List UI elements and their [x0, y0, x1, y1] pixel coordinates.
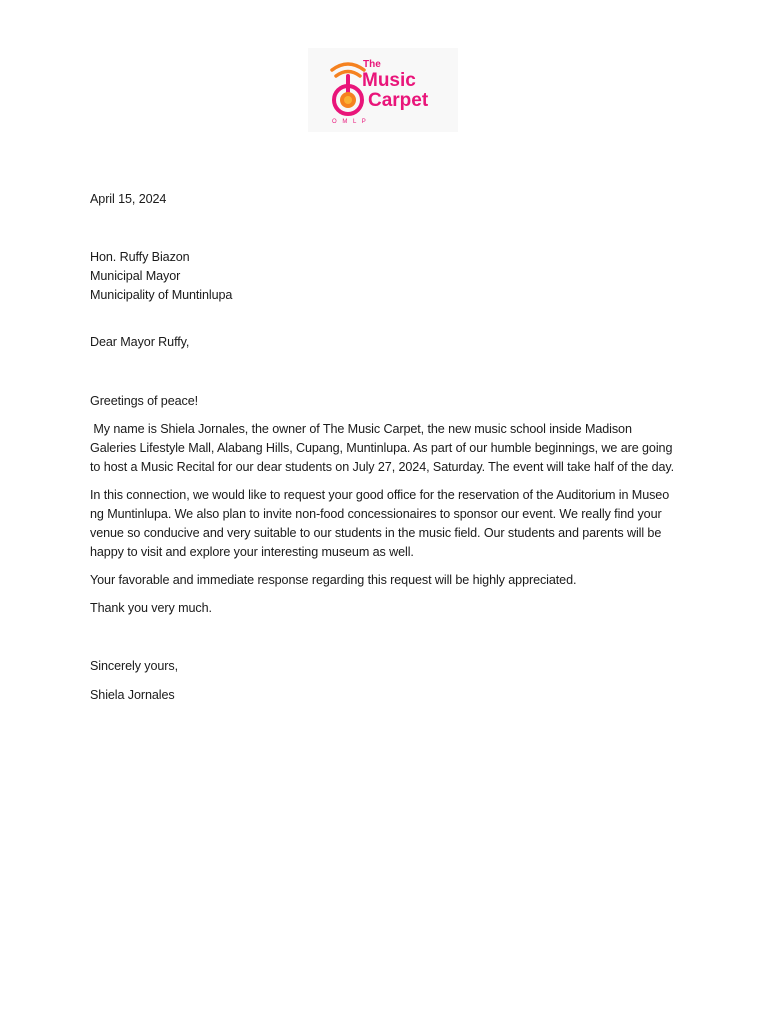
- signature-name: Shiela Jornales: [90, 688, 175, 702]
- recipient-name: Hon. Ruffy Biazon: [90, 250, 190, 264]
- logo-music-text: Music: [362, 70, 416, 91]
- letter-body: [90, 190, 680, 705]
- logo-the-text: The: [363, 59, 381, 70]
- closing: Sincerely yours,: [90, 659, 178, 673]
- recipient-title: Municipal Mayor: [90, 269, 181, 283]
- music-carpet-logo: [308, 48, 458, 132]
- body-paragraph-intro: My name is Shiela Jornales, the owner of The Music Carpet, the new music school inside Madison Galeries Lifestyle Mall, Alabang Hills, Cupang, Muntinlupa. As part of our humble beginnings, we are going to host a Music Recital for our dear students on July 27, 2024, Saturday. The event will take half of the day.: [90, 422, 676, 474]
- letter-date: April 15, 2024: [90, 192, 167, 206]
- wave-arc-icon: [332, 64, 364, 70]
- salutation: Dear Mayor Ruffy,: [90, 335, 190, 349]
- body-paragraph-thanks: Thank you very much.: [90, 601, 212, 615]
- logo-carpet-text: Carpet: [368, 90, 429, 111]
- logo-graphic: [308, 48, 458, 132]
- logo-tagline-text: O M L P: [332, 119, 368, 125]
- note-center-icon: [344, 96, 352, 104]
- body-paragraph-request: In this connection, we would like to request your good office for the reservation of the Auditorium in Museo ng Muntinlupa. We also plan to invite non-food concessionaires to sponsor our event. We really find your venue so conducive and very suitable to our students in the music field. Our students and parents will be happy to visit and explore your interesting museum as well.: [90, 488, 670, 559]
- body-paragraph-response: Your favorable and immediate response regarding this request will be highly appreciated.: [90, 573, 577, 587]
- recipient-office: Municipality of Muntinlupa: [90, 288, 233, 302]
- greeting: Greetings of peace!: [90, 394, 199, 408]
